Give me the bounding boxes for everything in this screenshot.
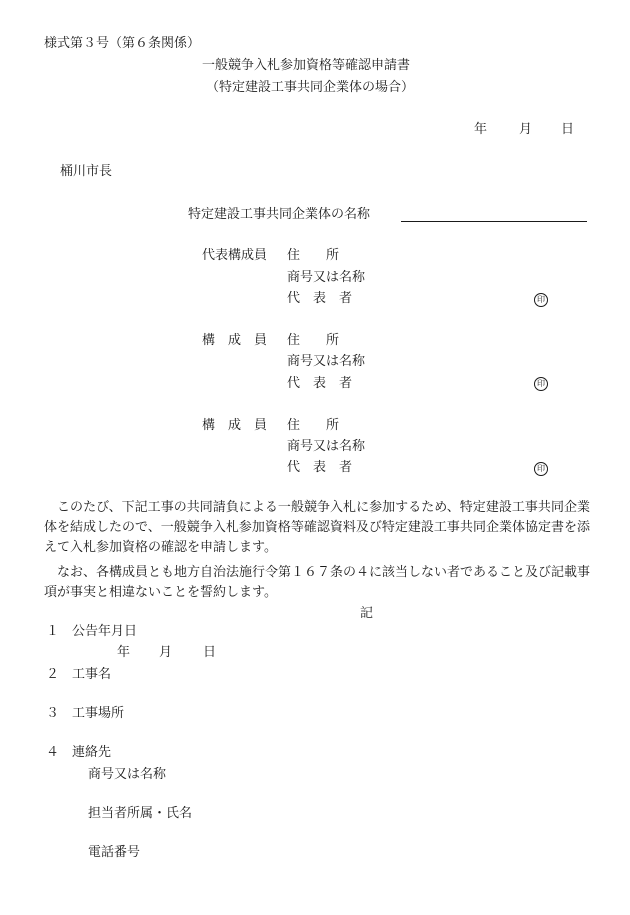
member-1-rep-label: 代 表 者 xyxy=(287,291,353,306)
member-2-rep-label: 代 表 者 xyxy=(287,376,353,391)
member-3-company-label: 商号又は名称 xyxy=(287,439,366,454)
member-2-company-label: 商号又は名称 xyxy=(287,354,366,369)
item-1-label: 公告年月日 xyxy=(72,624,138,639)
member-2-seal-mark: 印 xyxy=(534,377,548,391)
document-subtitle: （特定建設工事共同企業体の場合） xyxy=(206,80,415,95)
member-3-seal-mark: 印 xyxy=(534,462,548,476)
item-3-number: ３ xyxy=(46,706,60,721)
item-1-day-label: 日 xyxy=(203,645,217,660)
contact-company-label: 商号又は名称 xyxy=(88,767,167,782)
declaration-paragraph-1: このたび、下記工事の共同請負による一般競争入札に参加するため、特定建設工事共同企業体を結成したので、一般競争入札参加資格等確認資料及び特定建設工事共同企業体協定書を添えて入札参加資格の確認を申請します。 xyxy=(44,500,590,555)
item-3-label: 工事場所 xyxy=(72,706,125,721)
member-3-rep-label: 代 表 者 xyxy=(287,460,353,475)
item-2-number: ２ xyxy=(46,667,60,682)
addressee: 桶川市長 xyxy=(60,164,113,179)
item-2-label: 工事名 xyxy=(72,667,112,682)
form-number: 様式第３号（第６条関係） xyxy=(44,36,201,51)
jv-name-underline[interactable] xyxy=(401,221,587,222)
date-year-label: 年 xyxy=(474,122,488,137)
item-1-year-label: 年 xyxy=(117,645,131,660)
date-month-label: 月 xyxy=(519,122,533,137)
item-1-number: １ xyxy=(46,624,60,639)
contact-person-label: 担当者所属・氏名 xyxy=(88,806,193,821)
member-3-role: 構 成 員 xyxy=(202,418,268,433)
declaration-paragraph-2: なお、各構成員とも地方自治法施行令第１６７条の４に該当しない者であること及び記載事項が事実と相違ないことを誓約します。 xyxy=(44,565,591,600)
date-day-label: 日 xyxy=(561,122,575,137)
item-4-number: ４ xyxy=(46,745,60,760)
jv-name-label: 特定建設工事共同企業体の名称 xyxy=(188,207,371,222)
item-4-label: 連絡先 xyxy=(72,745,112,760)
ki-heading: 記 xyxy=(360,606,374,621)
member-3-address-label: 住 所 xyxy=(287,418,340,433)
document-title: 一般競争入札参加資格等確認申請書 xyxy=(202,58,411,73)
member-1-company-label: 商号又は名称 xyxy=(287,270,366,285)
member-2-role: 構 成 員 xyxy=(202,333,268,348)
contact-phone-label: 電話番号 xyxy=(88,845,141,860)
item-1-month-label: 月 xyxy=(159,645,173,660)
member-1-seal-mark: 印 xyxy=(534,293,548,307)
member-2-address-label: 住 所 xyxy=(287,333,340,348)
member-1-role: 代表構成員 xyxy=(202,248,268,263)
member-1-address-label: 住 所 xyxy=(287,248,340,263)
